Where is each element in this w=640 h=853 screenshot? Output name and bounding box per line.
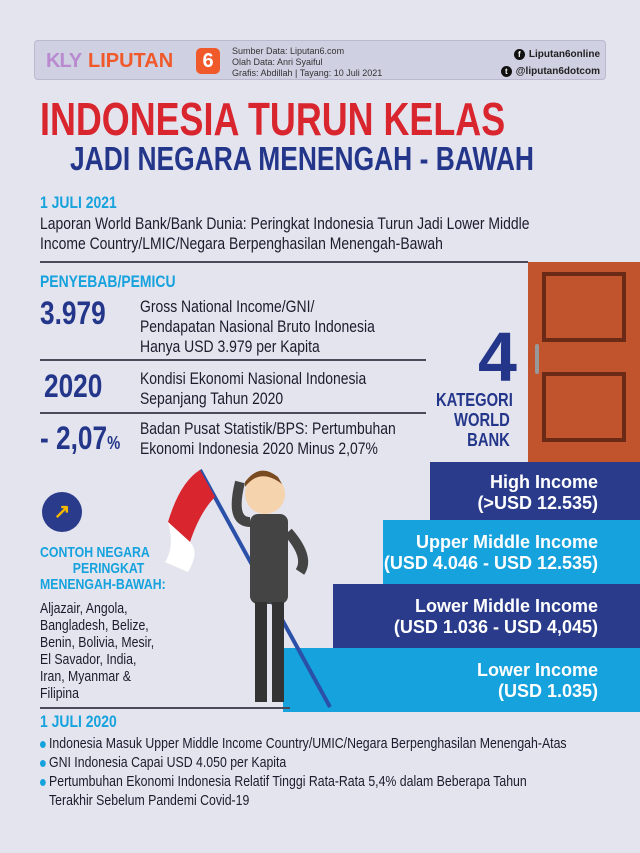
step-lower-middle-income: Lower Middle Income (USD 1.036 - USD 4,045) [333, 584, 640, 648]
category-label: KATEGORI WORLD BANK [436, 390, 513, 450]
causes-heading: PENYEBAB/PEMICU [40, 272, 176, 291]
cause-text: Badan Pusat Statistik/BPS: Pertumbuhan Ekonomi Indonesia 2020 Minus 2,07% [140, 419, 396, 458]
page-subtitle: JADI NEGARA MENENGAH - BAWAH [70, 140, 534, 177]
facebook-icon: f [514, 49, 525, 60]
twitter-handle [501, 66, 600, 77]
divider [40, 359, 426, 361]
intro-text-2: Income Country/LMIC/Negara Berpenghasilan Menengah-Bawah [40, 234, 443, 253]
page-title: INDONESIA TURUN KELAS [40, 93, 506, 145]
step-upper-middle-income: Upper Middle Income (USD 4.046 - USD 12.535) [383, 520, 640, 584]
intro-text-1: Laporan World Bank/Bank Dunia: Peringkat Indonesia Turun Jadi Lower Middle [40, 214, 530, 233]
cause-value: 2020 [44, 368, 103, 404]
divider [40, 261, 528, 263]
past-bullets [40, 734, 567, 810]
data-credit: Olah Data: Anri Syaiful [232, 57, 323, 67]
examples-heading: CONTOH NEGARA PERINGKAT MENENGAH-BAWAH: [40, 544, 166, 593]
kly-logo: KLY [46, 50, 82, 72]
bullet-item: Pertumbuhan Ekonomi Indonesia Relatif Tinggi Rata-Rata 5,4% dalam Beberapa Tahun [40, 772, 567, 791]
bullet-item: GNI Indonesia Capai USD 4.050 per Kapita [40, 753, 567, 772]
examples-list: Aljazair, Angola, Bangladesh, Belize, Benin, Bolivia, Mesir, El Savador, India, Iran, Myanmar & Filipina [40, 600, 155, 702]
divider [40, 412, 426, 414]
growth-chart-icon: ↗ [42, 492, 82, 532]
cause-value: 3.979 [40, 295, 106, 331]
cause-text: Gross National Income/GNI/ Pendapatan Nasional Bruto Indonesia Hanya USD 3.979 per Kapita [140, 297, 375, 356]
category-count: 4 [478, 318, 517, 396]
liputan6-logo-number: 6 [196, 48, 220, 74]
bullet-item: Indonesia Masuk Upper Middle Income Country/UMIC/Negara Berpenghasilan Menengah-Atas [40, 734, 567, 753]
step-high-income: High Income (>USD 12.535) [430, 462, 640, 520]
door-illustration [528, 262, 640, 462]
facebook-label: Liputan6online [528, 49, 600, 60]
cause-value: - 2,07% [40, 420, 121, 456]
twitter-label: @liputan6dotcom [515, 66, 600, 77]
step-lower-income: Lower Income (USD 1.035) [283, 648, 640, 712]
source-credit: Sumber Data: Liputan6.com [232, 46, 345, 56]
intro-date: 1 JULI 2021 [40, 193, 117, 212]
past-date: 1 JULI 2020 [40, 712, 117, 731]
divider [40, 707, 290, 709]
man-with-flag-illustration [160, 462, 340, 712]
graphic-credit: Grafis: Abdillah | Tayang: 10 Juli 2021 [232, 68, 383, 78]
bullet-continuation: Terakhir Sebelum Pandemi Covid-19 [49, 792, 250, 809]
liputan6-logo: LIPUTAN [88, 50, 174, 72]
facebook-handle [514, 49, 600, 60]
twitter-icon: t [501, 66, 512, 77]
cause-text: Kondisi Ekonomi Nasional Indonesia Sepanjang Tahun 2020 [140, 369, 367, 408]
